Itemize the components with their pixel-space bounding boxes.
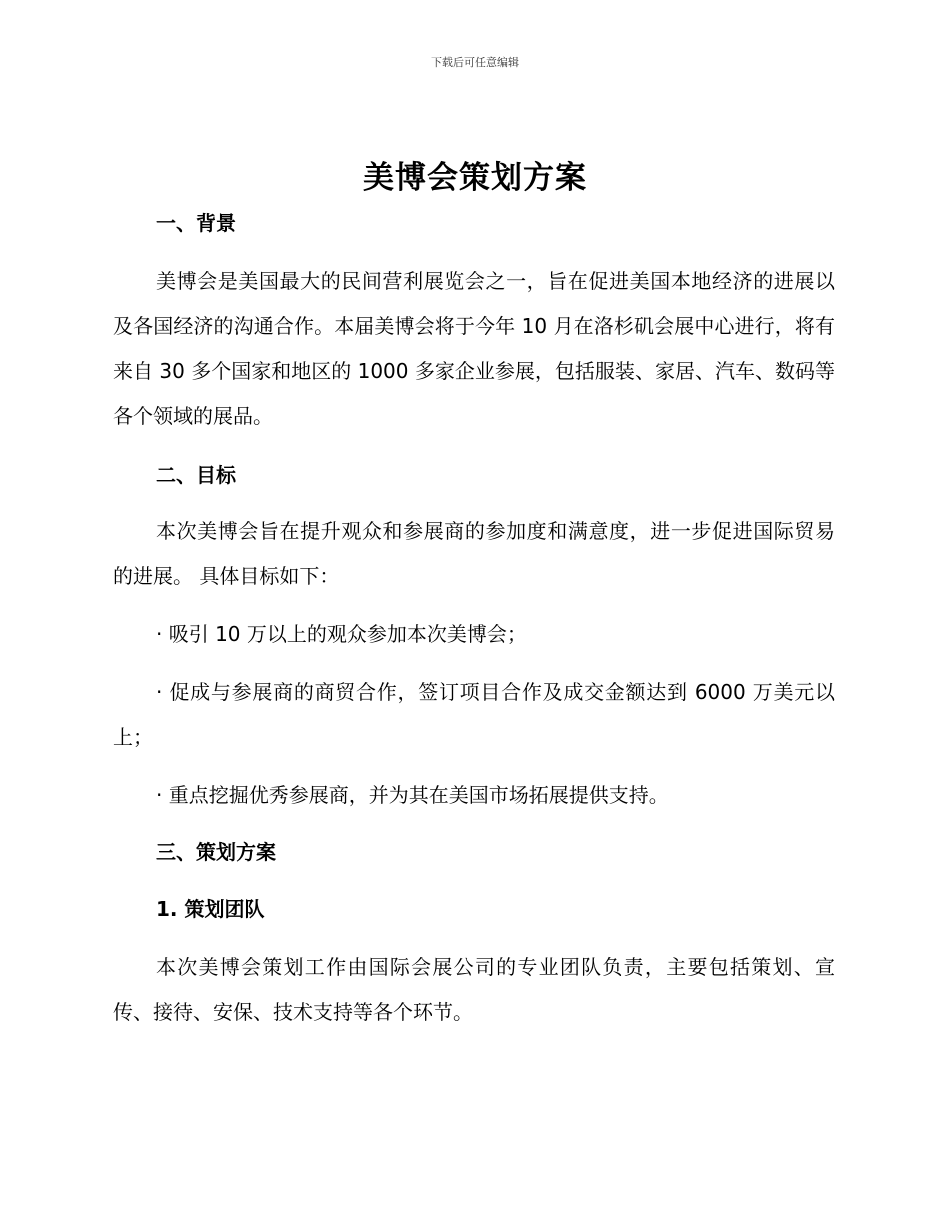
goal-bullet-1: · 吸引 10 万以上的观众参加本次美博会； — [156, 622, 527, 646]
goal-bullet-3: · 重点挖掘优秀参展商，并为其在美国市场拓展提供支持。 — [156, 783, 669, 807]
background-paragraph: 美博会是美国最大的民间营利展览会之一，旨在促进美国本地经济的进展以及各国经济的沟通合作。本届美博会将于今年 10 月在洛杉矶会展中心进行，将有来自 30 多个国家和地区的 1000 多家企业参展，包括服装、家居、汽车、数码等各个领域的展品。 — [113, 269, 835, 428]
subsection-heading-team: 1. 策划团队 — [156, 897, 265, 921]
section-heading-plan: 三、策划方案 — [156, 840, 276, 864]
section-heading-goals: 二、目标 — [156, 463, 236, 487]
goals-paragraph: 本次美博会旨在提升观众和参展商的参加度和满意度，进一步促进国际贸易的进展。 具体目标如下： — [113, 519, 835, 588]
page-title: 美博会策划方案 — [363, 160, 587, 196]
section-heading-background: 一、背景 — [156, 211, 236, 235]
goal-bullet-2: · 促成与参展商的商贸合作，签订项目合作及成交金额达到 6000 万美元以上； — [113, 680, 835, 749]
document-body — [113, 200, 835, 1035]
team-paragraph: 本次美博会策划工作由国际会展公司的专业团队负责，主要包括策划、宣传、接待、安保、技术支持等各个环节。 — [113, 955, 835, 1024]
header-note: 下载后可任意编辑 — [431, 56, 519, 69]
